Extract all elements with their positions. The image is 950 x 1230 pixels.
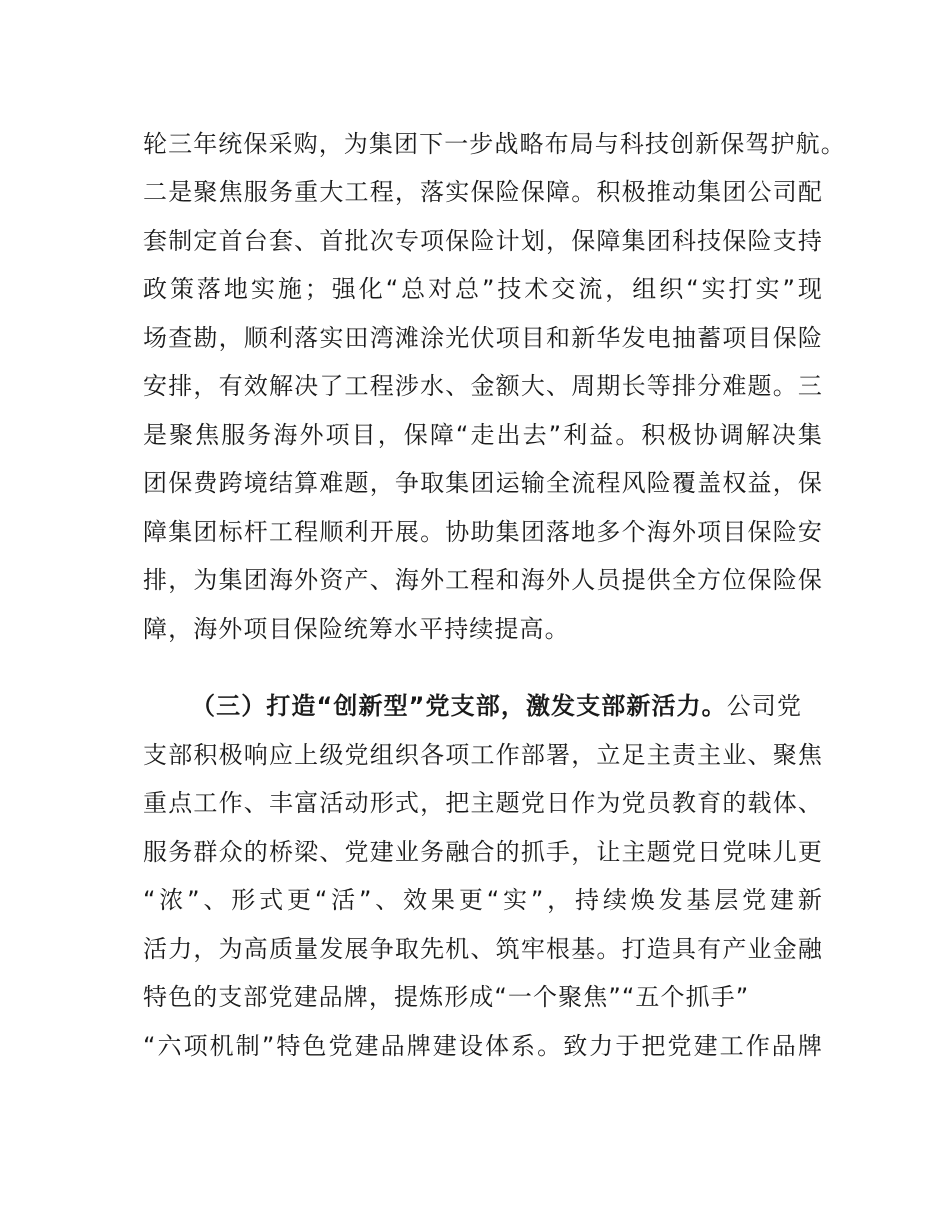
paragraph-line: 安排，有效解决了工程涉水、金额大、周期长等排分难题。三 (143, 372, 823, 400)
paragraph-line: 团保费跨境结算难题，争取集团运输全流程风险覆盖权益，保 (143, 469, 823, 497)
paragraph-line: 套制定首台套、首批次专项保险计划，保障集团科技保险支持 (143, 227, 823, 255)
paragraph-line: 场查勘，顺利落实田湾滩涂光伏项目和新华发电抽蓄项目保险 (143, 324, 823, 352)
paragraph-line: 服务群众的桥梁、党建业务融合的抓手，让主题党日党味儿更 (143, 838, 823, 866)
paragraph-line: 障，海外项目保险统筹水平持续提高。 (143, 615, 570, 643)
paragraph-line: 障集团标杆工程顺利开展。协助集团落地多个海外项目保险安 (143, 518, 823, 546)
paragraph-line: 排，为集团海外资产、海外工程和海外人员提供全方位保险保 (143, 566, 823, 594)
paragraph-line: 特色的支部党建品牌，提炼形成“一个聚焦”“五个抓手” (143, 983, 750, 1011)
paragraph-line: 政策落地实施；强化“总对总”技术交流，组织“实打实”现 (143, 275, 823, 303)
heading-tail-text: 公司党 (726, 692, 803, 720)
paragraph-line: “六项机制”特色党建品牌建设体系。致力于把党建工作品牌 (143, 1032, 823, 1060)
paragraph-line: 支部积极响应上级党组织各项工作部署，立足主责主业、聚焦 (143, 741, 823, 769)
paragraph-line: 活力，为高质量发展争取先机、筑牢根基。打造具有产业金融 (143, 935, 823, 963)
section-heading-line (191, 686, 823, 726)
paragraph-line: “浓”、形式更“活”、效果更“实”，持续焕发基层党建新 (143, 886, 823, 914)
paragraph-line: 轮三年统保采购，为集团下一步战略布局与科技创新保驾护航。 (143, 130, 846, 158)
paragraph-line: 重点工作、丰富活动形式，把主题党日作为党员教育的载体、 (143, 789, 823, 817)
paragraph-line: 二是聚焦服务重大工程，落实保险保障。积极推动集团公司配 (143, 178, 823, 206)
section-heading: （三）打造“创新型”党支部，激发支部新活力。 (191, 692, 727, 720)
paragraph-line: 是聚焦服务海外项目，保障“走出去”利益。积极协调解决集 (143, 421, 823, 449)
